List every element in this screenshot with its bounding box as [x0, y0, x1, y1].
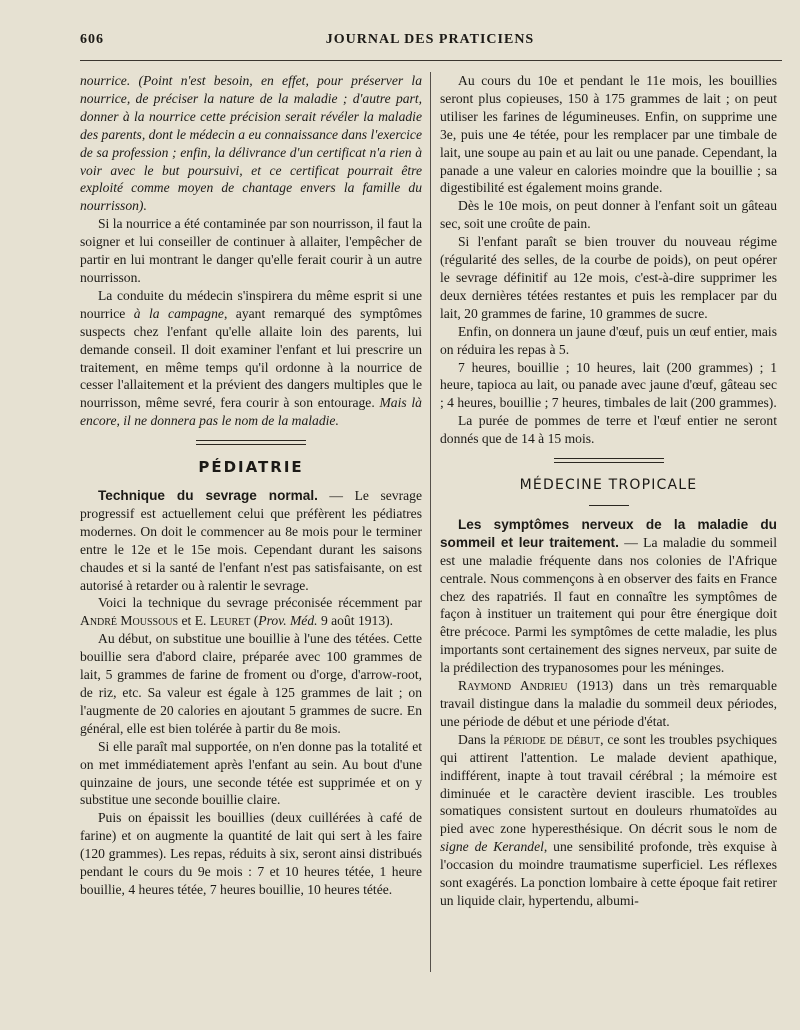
paragraph: 7 heures, bouillie ; 10 heures, lait (200 grammes) ; 1 heure, tapioca au lait, ou panade avec jaune d'œuf, gâteau sec ; 4 heures, bouillie ; 7 heures, timbales de lait (200 grammes). — [440, 359, 777, 411]
text-italic: à la campagne — [133, 305, 224, 321]
right-column — [440, 72, 777, 910]
paragraph — [440, 516, 777, 677]
text: (1913) dans un très remarquable travail distingue dans la maladie du sommeil deux périodes, une période de début et une période d'état. — [440, 678, 777, 729]
running-header — [80, 32, 780, 54]
paragraph: Puis on épaissit les bouillies (deux cuillérées à café de farine) et on augmente la quantité de lait qui sert à les faire (120 grammes). Les repas, réduits à six, seront ainsi distribués pendant le cours du 9e mois : 7 et 10 heures tétée, 1 heure bouillie, 4 heures tétée, 7 heures bouillie, 10 heures tétée. — [80, 810, 422, 897]
section-underline — [589, 505, 629, 506]
text: , ce sont les troubles psychiques qui attirent l'attention. Le malade devient apathique, indifférent, inapte à tout travail cérébral ; la mémoire est diminuée et le caractère devient irascible. Les troubles somatiques consistent surtout en douleurs rhumatoïdes au pied avec zone hyperesthésique. On décrit sous le nom de — [440, 731, 777, 837]
section-divider — [196, 440, 306, 445]
text: — Le sevrage progressif est actuellement celui que préfèrent les pédiatres modernes. On doit le commencer au 8e mois pour le terminer entre le 12e et le 15e mois. Cependant durant les saisons chaudes et si la santé de l'enfant n'est pas satisfaisante, on est autorisé à retarder ou à ralentir le sevrage. — [80, 488, 422, 593]
article-title: Les symptômes nerveux de la maladie du sommeil et leur traitement. — [440, 516, 777, 550]
text-italic: Mais là encore, il ne donnera pas le nom de la maladie. — [80, 395, 422, 429]
paragraph — [440, 677, 777, 731]
page-number: 606 — [80, 32, 104, 47]
text-smallcaps: période de début — [503, 731, 601, 747]
paragraph: Si elle paraît mal supportée, on n'en donne pas la totalité et on met immédiatement après l'enfant au sein. Au bout d'une quinzaine de jours, une seconde tétée est supprimée et on y substitue une seconde bouillie claire. — [80, 738, 422, 808]
text: , une sensibilité profonde, très exquise à l'occasion du moindre traumatisme superficiel. Les réflexes sont exagérés. La ponction lombaire à cette époque fait retirer un liquide clair, hypertendu, albumi- — [440, 839, 777, 908]
paragraph — [80, 72, 422, 215]
paragraph — [440, 731, 777, 910]
text: ( — [250, 613, 259, 629]
paragraph: La purée de pommes de terre et l'œuf entier ne seront donnés que de 14 à 15 mois. — [440, 413, 777, 447]
text: Voici la technique du sevrage préconisée récemment par — [98, 595, 422, 611]
paragraph: Au début, on substitue une bouillie à l'une des tétées. Cette bouillie sera d'abord claire, préparée avec 100 grammes de lait, 5 grammes de farine de froment ou d'orge, d'arrow-root, de riz, etc. Sa valeur est égale à 125 grammes de lait ; on l'augmente de 20 calories en ajoutant 5 grammes de sucre. En général, elle est bien tolérée à partir du 8e mois. — [80, 631, 422, 736]
text: Dans la — [458, 731, 504, 747]
paragraph-text: nourrice. (Point n'est besoin, en effet, pour préserver la nourrice, de préciser la nature de la maladie ; d'autre part, donner à la nourrice cette précision serait révéler la maladie des parents, dont le médecin a eu connaissance dans l'exercice de sa profession ; enfin, la délivrance d'un certificat n'a rien à voir avec le but poursuivi, et ce certificat pourrait être exploité comme moyen de chantage envers la famille du nourrisson). — [80, 73, 422, 214]
header-rule — [80, 60, 782, 61]
paragraph: Enfin, on donnera un jaune d'œuf, puis un œuf entier, mais on réduira les repas à 5. — [440, 323, 777, 357]
paragraph: Au cours du 10e et pendant le 11e mois, les bouillies seront plus copieuses, 150 à 175 grammes de lait ; on peut utiliser les farines de légumineuses. Enfin, on supprime une 3e, puis une 4e tétée, pour les remplacer par une timbale de lait, une soupe au pain et au lait ou une panade. Cependant, la panade a une valeur en calories moindre que la bouillie ; sa digestibilité est également moins grande. — [440, 73, 777, 196]
text: — La maladie du sommeil est une maladie fréquente dans nos colonies de l'Afrique centrale. Nous commençons à en observer des faits en France chez des rapatriés. Il faut en connaître les symptômes de façon à instituer un traitement qui pour être énergique doit être précoce. Parmi les symptômes de cette maladie, les plus importants sont certainement des signes nerveux, par suite de la prédilection des trypanosomes pour les méninges. — [440, 534, 777, 676]
author-name: André Moussous — [80, 613, 179, 629]
section-divider — [554, 458, 664, 463]
section-heading-pediatrie: PÉDIATRIE — [198, 458, 304, 477]
paragraph: Si la nourrice a été contaminée par son nourrisson, il faut la soigner et lui conseiller de continuer à allaiter, l'empêcher de partir en lui montrant le danger qu'elle ferait courir à un autre nourrisson. — [80, 216, 422, 285]
journal-title: JOURNAL DES PRATICIENS — [325, 32, 535, 47]
paragraph — [80, 594, 422, 630]
text: et — [178, 613, 195, 629]
paragraph: Si l'enfant paraît se bien trouver du nouveau régime (régularité des selles, de la courbe de poids), on peut opérer le sevrage définitif au 12e mois, c'est-à-dire supprimer les deux dernières tétées restantes et puis les remplacer par du lait, 20 grammes de farine, 10 grammes de sucre. — [440, 234, 777, 321]
left-column — [80, 72, 422, 899]
paragraph — [80, 287, 422, 430]
article-title: Technique du sevrage normal. — [98, 488, 318, 504]
author-name: Raymond Andrieu — [458, 678, 568, 694]
paragraph: Dès le 10e mois, on peut donner à l'enfant soit un gâteau sec, soit une croûte de pain. — [440, 198, 777, 232]
text-italic: signe de Kerandel — [440, 839, 544, 855]
paragraph — [80, 487, 422, 594]
text: La conduite du médecin s'inspirera du même esprit si une nourrice — [80, 287, 422, 321]
column-divider — [430, 72, 431, 972]
text: , ayant remarqué des symptômes suspects chez l'enfant qu'elle allaite loin des parents, lui demande conseil. Il doit examiner l'enfant et lui prescrire un traitement, en même temps qu'il ordonne à la nourrice de cesser l'allaitement et la prévient des dangers multiples que le nourrisson, même sevré, fera courir à son entourage. — [80, 305, 422, 411]
section-heading-medecine-tropicale: MÉDECINE TROPICALE — [519, 477, 698, 494]
citation: Prov. Méd. — [258, 613, 318, 629]
text: 9 août 1913). — [317, 613, 394, 629]
author-name: E. Leuret — [194, 613, 251, 629]
